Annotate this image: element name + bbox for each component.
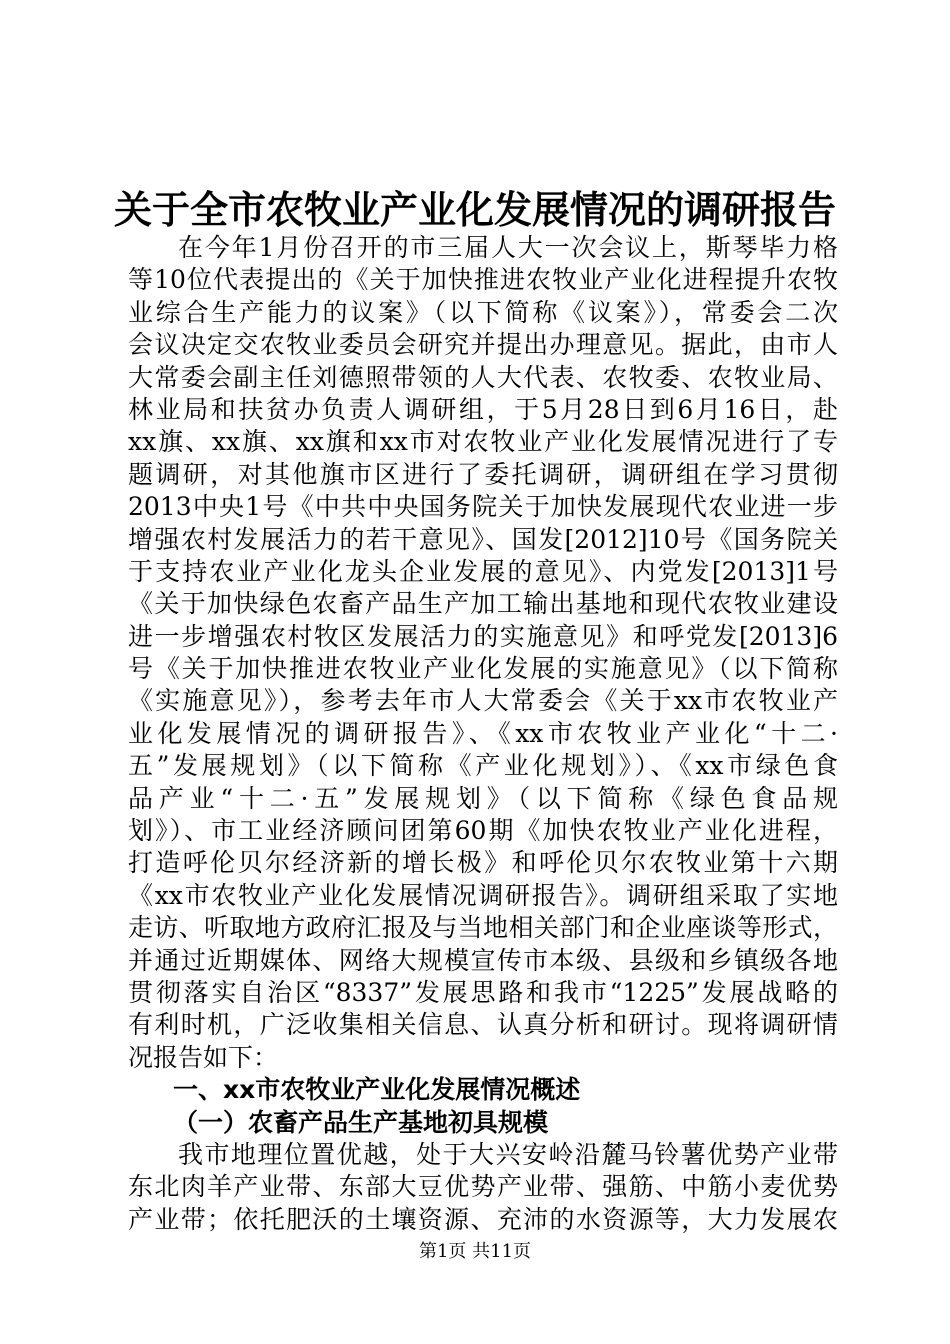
paragraph-line: 在今年1月份召开的市三届人大一次会议上，斯琴毕力格: [178, 233, 838, 262]
paragraph-line: 走访、听取地方政府汇报及与当地相关部门和企业座谈等形式，: [128, 913, 838, 943]
paragraph-line: 东北肉羊产业带、东部大豆优势产业带、强筋、中筋小麦优势: [128, 1172, 838, 1202]
paragraph-line: 会议决定交农牧业委员会研究并提出办理意见。据此，由市人: [128, 330, 838, 360]
paragraph-line: 林业局和扶贫办负责人调研组，于5月28日到6月16日，赴: [128, 394, 838, 424]
paragraph-line: 于支持农业产业化龙头企业发展的意见》、内党发[2013]1号: [128, 556, 838, 586]
document-title: 关于全市农牧业产业化发展情况的调研报告: [113, 188, 836, 232]
section-heading: 一、xx市农牧业产业化发展情况概述: [173, 1075, 581, 1105]
paragraph-line: 业化发展情况的调研报告》、《xx市农牧业产业化“十二·: [128, 718, 838, 748]
paragraph-line: 2013中央1号《中共中央国务院关于加快发展现代农业进一步: [128, 492, 838, 522]
paragraph-line: 打造呼伦贝尔经济新的增长极》和呼伦贝尔农牧业第十六期: [128, 848, 838, 878]
paragraph-line: 《关于加快绿色农畜产品生产加工输出基地和现代农牧业建设: [128, 589, 838, 619]
paragraph-line: 品产业“十二·五”发展规划》（以下简称《绿色食品规: [128, 783, 838, 813]
paragraph-line: 号《关于加快推进农牧业产业化发展的实施意见》（以下简称: [128, 654, 838, 684]
paragraph-line: 业综合生产能力的议案》（以下简称《议案》），常委会二次: [128, 297, 838, 327]
paragraph-line: 贯彻落实自治区“8337”发展思路和我市“1225”发展战略的: [128, 977, 838, 1007]
paragraph-line: 划》）、市工业经济顾问团第60期《加快农牧业产业化进程，: [128, 816, 838, 846]
paragraph-line: 产业带；依托肥沃的土壤资源、充沛的水资源等，大力发展农: [128, 1204, 838, 1234]
paragraph-line: xx旗、xx旗、xx旗和xx市对农牧业产业化发展情况进行了专: [128, 427, 838, 457]
paragraph-line: 五”发展规划》（以下简称《产业化规划》）、《xx市绿色食: [128, 751, 838, 781]
paragraph-line: 况报告如下：: [128, 1042, 279, 1072]
paragraph-line: 我市地理位置优越，处于大兴安岭沿麓马铃薯优势产业带: [178, 1139, 838, 1169]
page-footer: 第1页 共11页: [418, 1241, 532, 1262]
paragraph-line: 并通过近期媒体、网络大规模宣传市本级、县级和乡镇级各地: [128, 945, 838, 975]
paragraph-line: 等10位代表提出的《关于加快推进农牧业产业化进程提升农牧: [128, 265, 838, 295]
subsection-heading: （一）农畜产品生产基地初具规模: [173, 1107, 549, 1137]
paragraph-line: 《xx市农牧业产业化发展情况调研报告》。调研组采取了实地: [128, 880, 838, 910]
document-body: [128, 232, 838, 1236]
paragraph-line: 有利时机，广泛收集相关信息、认真分析和研讨。现将调研情: [128, 1010, 838, 1040]
paragraph-line: 大常委会副主任刘德照带领的人大代表、农牧委、农牧业局、: [128, 362, 838, 392]
paragraph-line: 《实施意见》），参考去年市人大常委会《关于xx市农牧业产: [128, 686, 838, 716]
paragraph-line: 题调研，对其他旗市区进行了委托调研，调研组在学习贯彻: [128, 459, 838, 489]
paragraph-line: 增强农村发展活力的若干意见》、国发[2012]10号《国务院关: [128, 524, 838, 554]
paragraph-line: 进一步增强农村牧区发展活力的实施意见》和呼党发[2013]6: [128, 621, 838, 651]
